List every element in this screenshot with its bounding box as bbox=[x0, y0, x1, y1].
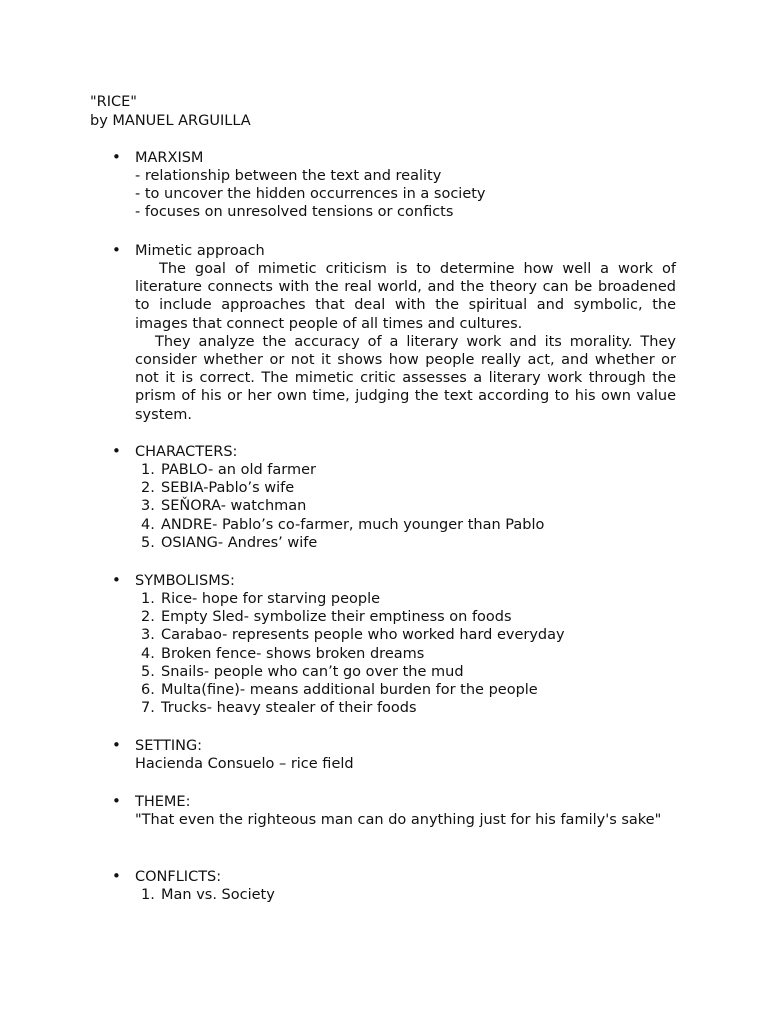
section-title: MARXISM bbox=[135, 150, 204, 166]
bullet-icon: • bbox=[112, 148, 121, 166]
list-item: 5. Snails- people who can’t go over the mud bbox=[141, 663, 464, 680]
list-item: 3. Carabao- represents people who worked hard everyday bbox=[141, 627, 565, 644]
section-title: Mimetic approach bbox=[135, 243, 265, 259]
section-title: SETTING: bbox=[135, 738, 203, 754]
list-item: 7. Trucks- heavy stealer of their foods bbox=[141, 700, 417, 717]
theme-text: "That even the righteous man can do anything just for his family's sake" bbox=[135, 812, 662, 828]
list-item: 2. Empty Sled- symbolize their emptiness on foods bbox=[141, 609, 512, 626]
section-body bbox=[135, 167, 676, 222]
list-item-text: OSIANG- Andres’ wife bbox=[161, 534, 318, 551]
section-body bbox=[135, 755, 676, 773]
paragraph: They analyze the accuracy of a literary work and its morality. They consider whether or not it shows how people really act, and whether or not it is correct. The mimetic critic assesses a literary work through the prism of his or her own time, judging the text according to his own value system. bbox=[135, 333, 676, 423]
list-item-text: PABLO- an old farmer bbox=[161, 462, 317, 478]
list-item: 3. SEŇORA- watchman bbox=[141, 498, 307, 515]
bullet-icon: • bbox=[112, 736, 121, 754]
list-item-text: SEŇORA- watchman bbox=[161, 498, 307, 515]
section-title: SYMBOLISMS: bbox=[135, 573, 235, 589]
section-title: CONFLICTS: bbox=[135, 869, 222, 885]
list-item: 4. ANDRE- Pablo’s co-farmer, much younger than Pablo bbox=[141, 516, 545, 533]
ordered-list bbox=[135, 590, 676, 717]
list-line: - to uncover the hidden occurrences in a society bbox=[135, 186, 486, 203]
list-item: 1. Rice- hope for starving people bbox=[141, 591, 381, 607]
list-item-text: Snails- people who can’t go over the mud bbox=[161, 663, 464, 680]
list-item-text: Man vs. Society bbox=[161, 887, 275, 903]
section-title: CHARACTERS: bbox=[135, 444, 238, 460]
list-item-text: Multa(fine)- means additional burden for the people bbox=[161, 681, 538, 698]
list-item: 1. Man vs. Society bbox=[141, 887, 275, 903]
document-header bbox=[90, 93, 251, 131]
list-item-text: Rice- hope for starving people bbox=[161, 591, 381, 607]
list-item: 4. Broken fence- shows broken dreams bbox=[141, 645, 425, 662]
bullet-icon: • bbox=[112, 442, 121, 460]
list-item-text: SEBIA-Pablo’s wife bbox=[161, 480, 295, 497]
list-line: - focuses on unresolved tensions or conficts bbox=[135, 204, 454, 221]
bullet-icon: • bbox=[112, 867, 121, 885]
list-item-text: Broken fence- shows broken dreams bbox=[161, 645, 425, 662]
list-item-text: Empty Sled- symbolize their emptiness on foods bbox=[161, 609, 512, 626]
bullet-icon: • bbox=[112, 241, 121, 259]
setting-text: Hacienda Consuelo – rice field bbox=[135, 756, 354, 772]
list-item: 6. Multa(fine)- means additional burden for the people bbox=[141, 681, 538, 698]
paragraph: The goal of mimetic criticism is to determine how well a work of literature connects with the real world, and the theory can be broadened to include approaches that deal with the spiritual and symbolic, the images that connect people of all times and cultures. bbox=[135, 261, 676, 332]
list-item-text: ANDRE- Pablo’s co-farmer, much younger than Pablo bbox=[161, 516, 545, 533]
list-item-text: Trucks- heavy stealer of their foods bbox=[161, 700, 417, 717]
bullet-icon: • bbox=[112, 571, 121, 589]
list-item: 1. PABLO- an old farmer bbox=[141, 462, 317, 478]
ordered-list bbox=[135, 461, 676, 552]
list-line: - relationship between the text and reality bbox=[135, 168, 442, 184]
list-item: 2. SEBIA-Pablo’s wife bbox=[141, 480, 295, 497]
document-author: by MANUEL ARGUILLA bbox=[90, 113, 251, 129]
section-body bbox=[135, 260, 676, 424]
list-item-text: Carabao- represents people who worked hard everyday bbox=[161, 627, 565, 644]
bullet-icon: • bbox=[112, 792, 121, 810]
document-title: "RICE" bbox=[90, 94, 137, 110]
list-item: 5. OSIANG- Andres’ wife bbox=[141, 534, 318, 551]
ordered-list bbox=[135, 886, 676, 904]
section-title: THEME: bbox=[135, 794, 191, 810]
